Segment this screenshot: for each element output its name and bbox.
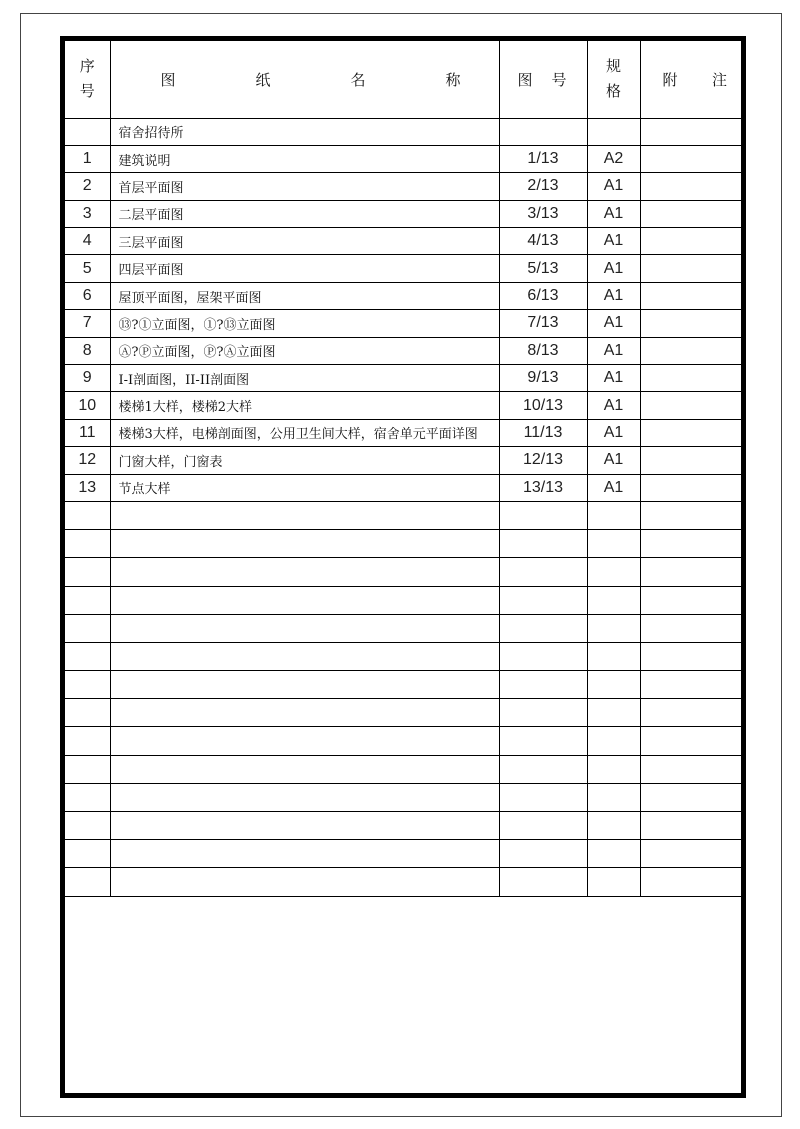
empty-cell <box>640 755 741 783</box>
empty-cell <box>587 840 640 868</box>
table-header-row <box>65 41 741 118</box>
empty-cell <box>587 501 640 529</box>
header-name-char: 图 <box>160 70 176 89</box>
drawing-name-cell: Ⓐ?Ⓟ立面图，Ⓟ?Ⓐ立面图 <box>110 337 499 364</box>
note-cell <box>640 474 741 501</box>
empty-table-row <box>65 558 741 586</box>
empty-cell <box>640 840 741 868</box>
empty-table-row <box>65 530 741 558</box>
header-no-char: 号 <box>551 70 567 89</box>
table-row <box>65 365 741 392</box>
empty-cell <box>587 558 640 586</box>
table-cell <box>65 118 110 145</box>
table-cell <box>587 118 640 145</box>
empty-cell <box>499 755 587 783</box>
drawing-number-cell: 6/13 <box>499 282 587 309</box>
empty-table-row <box>65 671 741 699</box>
seq-cell: 1 <box>65 145 110 172</box>
header-spec <box>587 41 640 118</box>
table-row <box>65 447 741 474</box>
empty-cell <box>65 783 110 811</box>
note-cell <box>640 447 741 474</box>
seq-cell: 9 <box>65 365 110 392</box>
drawing-index-table <box>65 41 741 897</box>
spec-cell: A1 <box>587 173 640 200</box>
table-row <box>65 145 741 172</box>
empty-cell <box>640 812 741 840</box>
header-seq <box>65 41 110 118</box>
empty-table-row <box>65 755 741 783</box>
drawing-number-cell: 10/13 <box>499 392 587 419</box>
empty-cell <box>499 501 587 529</box>
drawing-number-cell: 1/13 <box>499 145 587 172</box>
empty-cell <box>499 586 587 614</box>
note-cell <box>640 310 741 337</box>
seq-cell: 11 <box>65 419 110 446</box>
note-cell <box>640 255 741 282</box>
drawing-name-cell: 屋顶平面图，屋架平面图 <box>110 282 499 309</box>
empty-cell <box>65 642 110 670</box>
table-row <box>65 310 741 337</box>
header-spec-char-1: 规 <box>605 56 621 75</box>
drawing-name-cell: 楼梯1大样，楼梯2大样 <box>110 392 499 419</box>
seq-cell: 13 <box>65 474 110 501</box>
drawing-number-cell: 8/13 <box>499 337 587 364</box>
empty-cell <box>499 671 587 699</box>
drawing-number-cell: 4/13 <box>499 228 587 255</box>
empty-cell <box>110 727 499 755</box>
drawing-name-cell: 二层平面图 <box>110 200 499 227</box>
drawing-name-cell: 节点大样 <box>110 474 499 501</box>
empty-cell <box>65 812 110 840</box>
empty-cell <box>587 671 640 699</box>
drawing-name-cell: 三层平面图 <box>110 228 499 255</box>
empty-cell <box>65 614 110 642</box>
table-row <box>65 173 741 200</box>
empty-cell <box>587 530 640 558</box>
empty-cell <box>640 614 741 642</box>
empty-cell <box>110 699 499 727</box>
note-cell <box>640 200 741 227</box>
empty-cell <box>110 614 499 642</box>
spec-cell: A1 <box>587 310 640 337</box>
table-row <box>65 474 741 501</box>
table-row <box>65 255 741 282</box>
header-note <box>640 41 741 118</box>
note-cell <box>640 392 741 419</box>
empty-cell <box>587 783 640 811</box>
empty-table-row <box>65 642 741 670</box>
header-name-char: 名 <box>350 70 366 89</box>
empty-cell <box>587 755 640 783</box>
empty-cell <box>65 868 110 896</box>
seq-cell: 6 <box>65 282 110 309</box>
empty-cell <box>499 868 587 896</box>
drawing-name-cell: 门窗大样，门窗表 <box>110 447 499 474</box>
table-row <box>65 337 741 364</box>
table-row <box>65 200 741 227</box>
empty-table-row <box>65 840 741 868</box>
seq-cell: 4 <box>65 228 110 255</box>
note-cell <box>640 145 741 172</box>
drawing-name-cell: 四层平面图 <box>110 255 499 282</box>
empty-cell <box>499 614 587 642</box>
empty-cell <box>499 558 587 586</box>
spec-cell: A1 <box>587 419 640 446</box>
empty-cell <box>640 530 741 558</box>
spec-cell: A1 <box>587 228 640 255</box>
table-row <box>65 282 741 309</box>
empty-cell <box>499 530 587 558</box>
empty-cell <box>110 558 499 586</box>
drawing-number-cell: 13/13 <box>499 474 587 501</box>
drawing-number-cell: 11/13 <box>499 419 587 446</box>
empty-cell <box>499 727 587 755</box>
drawing-number-cell: 9/13 <box>499 365 587 392</box>
note-cell <box>640 173 741 200</box>
empty-cell <box>499 840 587 868</box>
empty-cell <box>65 727 110 755</box>
drawing-number-cell: 5/13 <box>499 255 587 282</box>
drawing-number-cell: 2/13 <box>499 173 587 200</box>
empty-cell <box>587 699 640 727</box>
drawing-number-cell: 7/13 <box>499 310 587 337</box>
header-name-char: 纸 <box>255 70 271 89</box>
empty-cell <box>65 530 110 558</box>
empty-cell <box>587 812 640 840</box>
drawing-name-cell: ⑬?①立面图，①?⑬立面图 <box>110 310 499 337</box>
seq-cell: 2 <box>65 173 110 200</box>
empty-cell <box>499 699 587 727</box>
empty-cell <box>640 671 741 699</box>
empty-cell <box>587 642 640 670</box>
seq-cell: 10 <box>65 392 110 419</box>
empty-cell <box>65 501 110 529</box>
empty-cell <box>499 812 587 840</box>
empty-cell <box>65 671 110 699</box>
empty-cell <box>65 586 110 614</box>
header-name-char: 称 <box>445 70 461 89</box>
empty-cell <box>640 586 741 614</box>
header-seq-char-2: 号 <box>79 82 95 101</box>
header-spec-char-2: 格 <box>605 82 621 101</box>
empty-cell <box>65 699 110 727</box>
empty-cell <box>587 727 640 755</box>
empty-table-row <box>65 783 741 811</box>
empty-cell <box>640 501 741 529</box>
empty-cell <box>110 783 499 811</box>
empty-cell <box>110 868 499 896</box>
empty-table-row <box>65 614 741 642</box>
empty-table-row <box>65 501 741 529</box>
project-title: 宿舍招待所 <box>110 118 499 145</box>
empty-cell <box>640 868 741 896</box>
empty-cell <box>110 840 499 868</box>
note-cell <box>640 419 741 446</box>
empty-table-row <box>65 868 741 896</box>
note-cell <box>640 337 741 364</box>
empty-table-row <box>65 727 741 755</box>
empty-cell <box>640 558 741 586</box>
spec-cell: A1 <box>587 365 640 392</box>
empty-cell <box>65 840 110 868</box>
empty-cell <box>499 783 587 811</box>
note-cell <box>640 228 741 255</box>
drawing-name-cell: 首层平面图 <box>110 173 499 200</box>
spec-cell: A1 <box>587 200 640 227</box>
spec-cell: A1 <box>587 447 640 474</box>
header-seq-char-1: 序 <box>79 56 95 75</box>
empty-cell <box>110 586 499 614</box>
empty-cell <box>65 755 110 783</box>
table-cell <box>499 118 587 145</box>
table-cell <box>640 118 741 145</box>
empty-cell <box>640 727 741 755</box>
empty-table-row <box>65 586 741 614</box>
spec-cell: A2 <box>587 145 640 172</box>
seq-cell: 3 <box>65 200 110 227</box>
empty-table-row <box>65 699 741 727</box>
empty-cell <box>65 558 110 586</box>
spec-cell: A1 <box>587 337 640 364</box>
empty-cell <box>110 671 499 699</box>
drawing-number-cell: 12/13 <box>499 447 587 474</box>
seq-cell: 7 <box>65 310 110 337</box>
empty-cell <box>587 868 640 896</box>
note-cell <box>640 282 741 309</box>
header-note-char: 附 <box>662 70 678 89</box>
drawing-number-cell: 3/13 <box>499 200 587 227</box>
drawing-name-cell: 楼梯3大样，电梯剖面图，公用卫生间大样，宿舍单元平面详图 <box>110 419 499 446</box>
spec-cell: A1 <box>587 255 640 282</box>
drawing-name-cell: 建筑说明 <box>110 145 499 172</box>
empty-cell <box>110 501 499 529</box>
seq-cell: 5 <box>65 255 110 282</box>
empty-cell <box>587 586 640 614</box>
seq-cell: 8 <box>65 337 110 364</box>
empty-cell <box>110 812 499 840</box>
table-row <box>65 392 741 419</box>
empty-cell <box>640 642 741 670</box>
seq-cell: 12 <box>65 447 110 474</box>
empty-cell <box>499 642 587 670</box>
spec-cell: A1 <box>587 474 640 501</box>
drawing-name-cell: I-I剖面图，II-II剖面图 <box>110 365 499 392</box>
header-note-char: 注 <box>711 70 727 89</box>
empty-cell <box>110 642 499 670</box>
empty-cell <box>640 783 741 811</box>
header-drawing-name <box>110 41 499 118</box>
spec-cell: A1 <box>587 392 640 419</box>
table-row <box>65 228 741 255</box>
header-drawing-number <box>499 41 587 118</box>
table-row <box>65 419 741 446</box>
empty-table-row <box>65 812 741 840</box>
project-title-row <box>65 118 741 145</box>
spec-cell: A1 <box>587 282 640 309</box>
empty-cell <box>110 755 499 783</box>
empty-cell <box>640 699 741 727</box>
empty-cell <box>587 614 640 642</box>
note-cell <box>640 365 741 392</box>
empty-cell <box>110 530 499 558</box>
header-no-char: 图 <box>517 70 533 89</box>
